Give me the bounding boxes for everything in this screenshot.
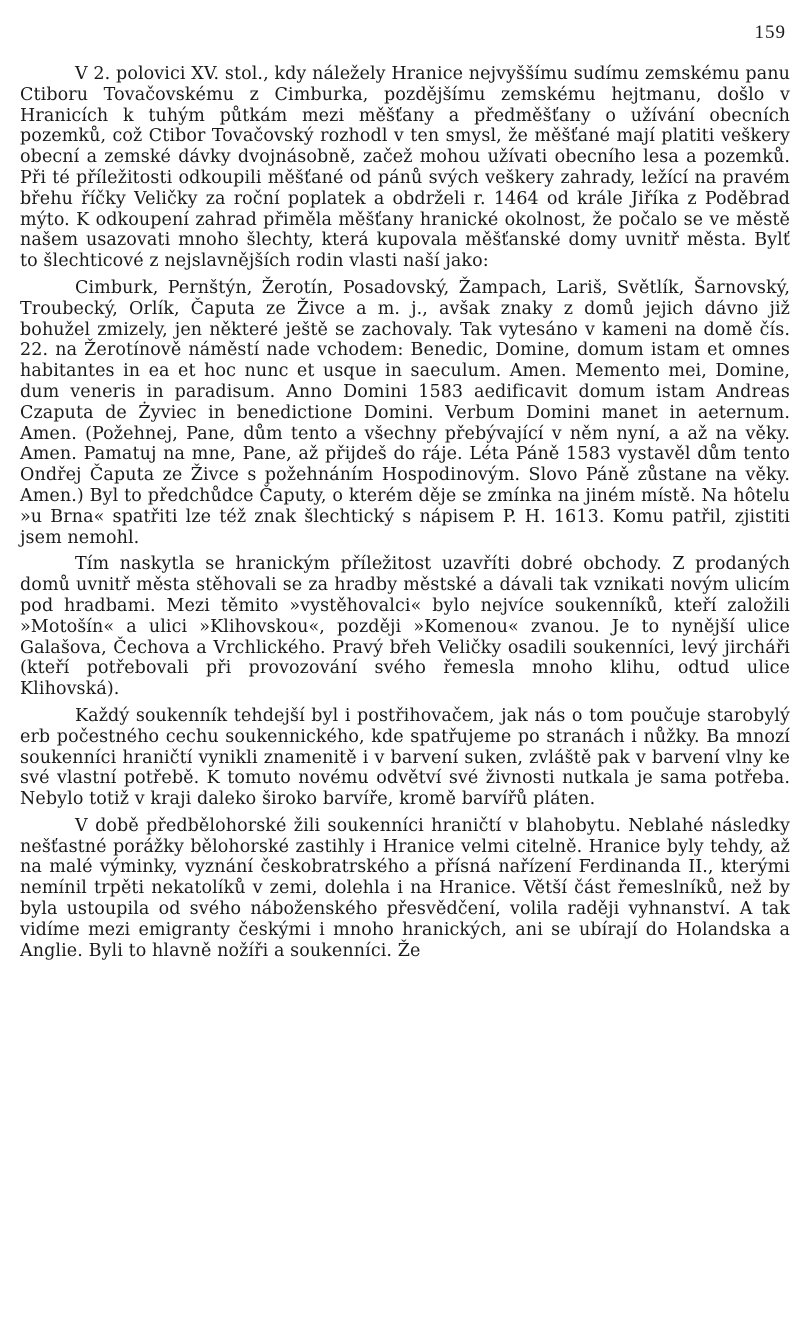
page-number: 159 bbox=[754, 22, 786, 43]
paragraph: Každý soukenník tehdejší byl i postřihovačem, jak nás o tom poučuje starobylý erb počestného cechu soukennického, kde spatřujeme po stranách i nůžky. Ba mnozí soukenníci hraničtí vynikli znamenitě i v barvení suken, zvláště pak v barvení vlny ke své vlastní potřebě. K tomuto novému odvětví své živnosti nutkala je sama potřeba. Nebylo totiž v kraji daleko široko barvíře, kromě barvířů pláten. bbox=[20, 705, 790, 810]
paragraph: V 2. polovici XV. stol., kdy náležely Hranice nejvyššímu sudímu zemskému panu Ctiboru Tovačovskému z Cimburka, pozdějšímu zemskému hejtmanu, došlo v Hranicích k tuhým půtkám mezi měšťany a předměšťany o užívání obecních pozemků, což Ctibor Tovačovský rozhodl v ten smysl, že měšťané mají platiti veškery obecní a zemské dávky dvojnásobně, začež mohou užívati obecního lesa a pozemků. Při té příležitosti odkoupili měšťané od pánů svých veškery zahrady, ležící na pravém břehu říčky Veličky za roční poplatek a obdrželi r. 1464 od krále Jiříka z Poděbrad mýto. K odkoupení zahrad přiměla měšťany hranické okolnost, že počalo se ve městě našem usazovati mnoho šlechty, která kupovala měšťanské domy uvnitř města. Bylť to šlechticové z nejslavnějších rodin vlasti naší jako: bbox=[20, 64, 790, 272]
paragraph: Tím naskytla se hranickým příležitost uzavříti dobré obchody. Z prodaných domů uvnitř města stěhovali se za hradby městské a dávali tak vznikati novým ulicím pod hradbami. Mezi těmito »vystěhovalci« bylo nejvíce soukenníků, kteří založili »Motošín« a ulici »Klihovskou«, později »Komenou« zvanou. Je to nynější ulice Galašova, Čechova a Vrchlického. Pravý břeh Veličky osadili soukenníci, levý jircháři (kteří potřebovali při provozování svého řemesla mnoho klihu, odtud ulice Klihovská). bbox=[20, 554, 790, 700]
body-text bbox=[20, 64, 790, 961]
paragraph: Cimburk, Pernštýn, Žerotín, Posadovský, Žampach, Lariš, Světlík, Šarnovský, Troubecký, Orlík, Čaputa ze Živce a m. j., avšak znaky z domů jejich dávno již bohužel zmizely, jen některé ještě se zachovaly. Tak vytesáno v kameni na domě čís. 22. na Žerotínově náměstí nade vchodem: Benedic, Domine, domum istam et omnes habitantes in ea et hoc nunc et usque in saeculum. Amen. Memento mei, Domine, dum veneris in paradisum. Anno Domini 1583 aedificavit domum istam Andreas Czaputa de Żyviec in benedictione Domini. Verbum Domini manet in aeternum. Amen. (Požehnej, Pane, dům tento a všechny přebývající v něm nyní, a až na věky. Amen. Pamatuj na mne, Pane, až přijdeš do ráje. Léta Páně 1583 vystavěl dům tento Ondřej Čaputa ze Živce s požehnáním Hospodinovým. Slovo Páně zůstane na věky. Amen.) Byl to předchůdce Čaputy, o kterém děje se zmínka na jiném místě. Na hôtelu »u Brna« spatřiti lze též znak šlechtický s nápisem P. H. 1613. Komu patřil, zjistiti jsem nemohl. bbox=[20, 277, 790, 548]
paragraph: V době předbělohorské žili soukenníci hraničtí v blahobytu. Neblahé následky nešťastné porážky bělohorské zastihly i Hranice velmi citelně. Hranice byly tehdy, až na malé výminky, vyznání českobratrského a přísná nařízení Ferdinanda II., kterými nemínil trpěti nekatolíků v zemi, dolehla i na Hranice. Větší část řemeslníků, než by byla ustoupila od svého náboženského přesvědčení, volila raději vyhnanství. A tak vidíme mezi emigranty českými i mnoho hranických, ani se ubírají do Holandska a Anglie. Byli to hlavně nožíři a soukenníci. Že bbox=[20, 815, 790, 961]
